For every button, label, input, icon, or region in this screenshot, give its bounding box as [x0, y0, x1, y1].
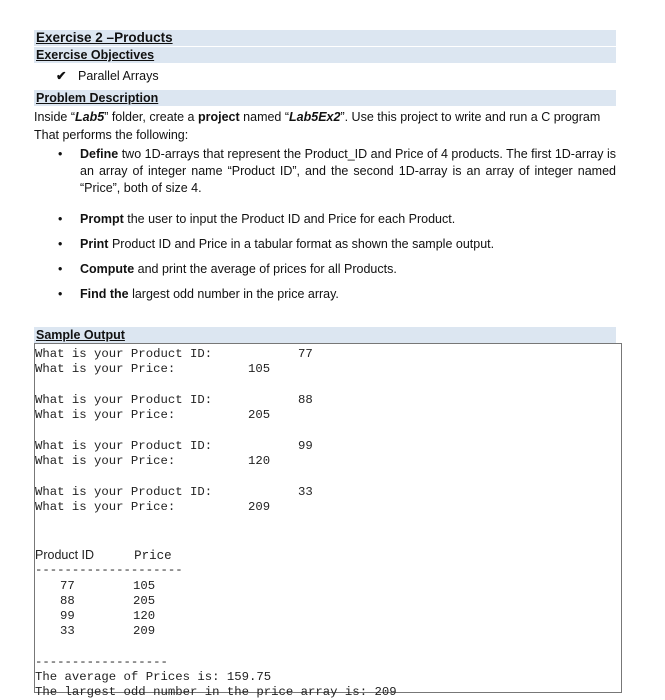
bullet-icon: • — [58, 147, 63, 161]
entry-id: 88 — [298, 393, 313, 407]
problem-heading: Problem Description — [36, 91, 159, 105]
list-item: • Find the largest odd number in the price array. — [58, 287, 339, 301]
largest-odd-line: The largest odd number in the price array is: 209 — [35, 685, 397, 699]
objective-item — [34, 67, 616, 85]
table-header — [35, 547, 172, 563]
objectives-heading: Exercise Objectives — [36, 48, 155, 62]
list-item: • Prompt the user to input the Product ID and Price for each Product. — [58, 212, 456, 226]
entry-id: 77 — [298, 347, 313, 361]
table-row-price: 209 — [133, 624, 156, 638]
problem-intro: Inside “Lab5” folder, create a project named “Lab5Ex2”. Use this project to write and run a C program That performs the following: — [34, 110, 601, 142]
prompt-price-line: What is your Price: — [35, 362, 176, 376]
table-row-id: 99 — [60, 609, 75, 623]
prompt-id-line: What is your Product ID: — [35, 393, 213, 407]
prompt-price-line: What is your Price: — [35, 454, 176, 468]
entry-price: 205 — [248, 408, 271, 422]
table-header-id: Product ID — [35, 548, 95, 562]
objectives-heading-band — [34, 47, 616, 63]
requirements-list — [34, 146, 616, 303]
objective-label: Parallel Arrays — [78, 69, 159, 83]
entry-id: 33 — [298, 485, 313, 499]
list-item: • Define two 1D-arrays that represent the Product_ID and Price of 4 products. The first 1D-array is an array of integer name “Product ID”, and the second 1D-array is an array of integer named “Price”, both of size 4. — [58, 147, 616, 195]
prompt-id-line: What is your Product ID: — [35, 485, 213, 499]
prompt-id-line: What is your Product ID: — [35, 347, 213, 361]
prompt-id-line: What is your Product ID: — [35, 439, 213, 453]
table-row-id: 77 — [60, 579, 75, 593]
table-row-price: 105 — [133, 579, 156, 593]
prompt-price-line: What is your Price: — [35, 500, 176, 514]
table-row-price: 205 — [133, 594, 156, 608]
sample-heading: Sample Output — [36, 328, 125, 342]
entry-price: 120 — [248, 454, 271, 468]
bullet-icon: • — [58, 237, 63, 251]
table-header-price: Price — [134, 549, 172, 563]
sample-heading-band — [34, 327, 616, 343]
average-line: The average of Prices is: 159.75 — [35, 670, 272, 684]
bullet-icon: • — [58, 262, 63, 276]
entry-price: 105 — [248, 362, 271, 376]
result-divider: ------------------ — [35, 655, 168, 669]
exercise-title: Exercise 2 –Products — [36, 30, 173, 45]
bullet-icon: • — [58, 212, 63, 226]
prompt-price-line: What is your Price: — [35, 408, 176, 422]
table-row-id: 88 — [60, 594, 75, 608]
table-row-id: 33 — [60, 624, 75, 638]
list-item: • Print Product ID and Price in a tabular format as shown the sample output. — [58, 237, 495, 251]
table-row-price: 120 — [133, 609, 156, 623]
sample-output-box — [34, 343, 622, 699]
exercise-title-band — [34, 30, 616, 46]
bullet-icon: • — [58, 287, 63, 301]
problem-heading-band — [34, 90, 616, 106]
table-divider: -------------------- — [35, 563, 183, 577]
list-item: • Compute and print the average of prices for all Products. — [58, 262, 397, 276]
checkmark-icon: ✔ — [56, 69, 67, 83]
entry-id: 99 — [298, 439, 313, 453]
document-page — [34, 30, 616, 699]
entry-price: 209 — [248, 500, 271, 514]
